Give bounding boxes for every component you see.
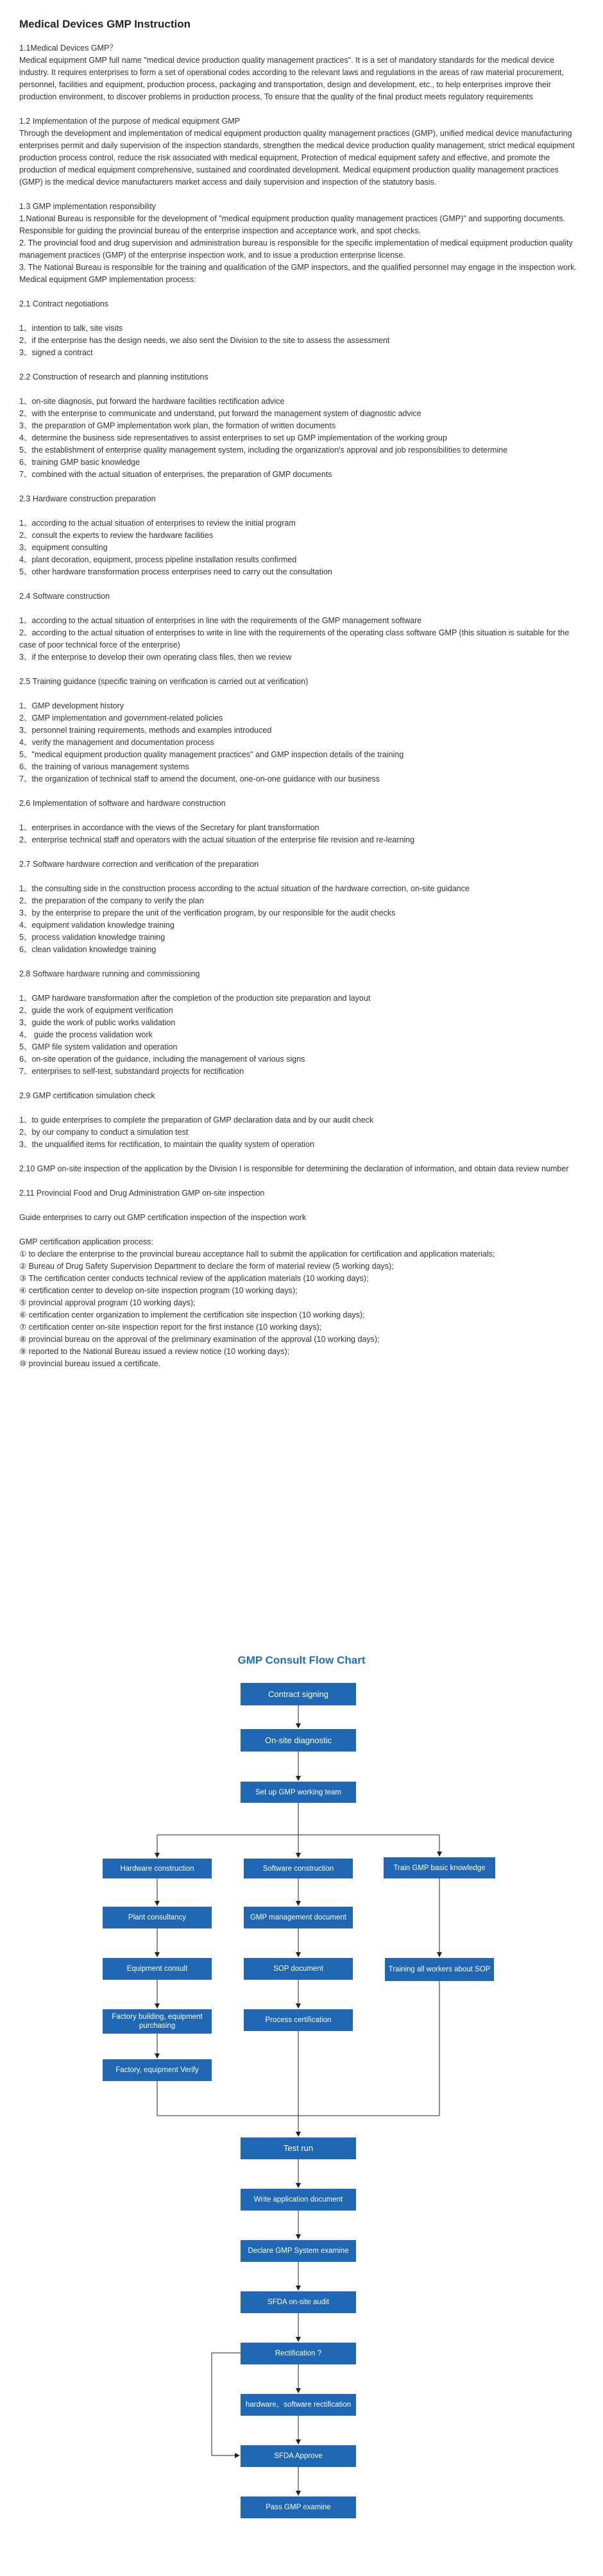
list-item: 4、 guide the process validation work [19, 1030, 153, 1039]
flow-test-run: Test run [241, 2137, 356, 2159]
list-item: 6、clean validation knowledge training [19, 945, 157, 954]
list-item: 5、"medical equipment production quality management practices" and GMP inspection details of the training [19, 750, 404, 759]
responsibility-line: Medical equipment GMP implementation process: [19, 275, 196, 284]
purpose-text: Through the development and implementation of medical equipment production quality management practices (GMP), unified medical device manufacturing enterprises permit and daily supervision of the inspection standards, strengthen the medical device production quality management, strict medical equipment production process control, reduce the risk associated with medical equipment, Protection of medical equipment safety and effective, and promote the production of medical equipment comprehensive, sustained and coordinated development. Medical equipment production quality management practices (GMP) is the medical device manufacturers market access and daily supervision and inspection of the statutory basis. [19, 129, 575, 187]
flow-chart-title: GMP Consult Flow Chart [237, 1654, 366, 1666]
process-heading: GMP certification application process: [19, 1237, 153, 1246]
list-item: 2、guide the work of equipment verification [19, 1006, 173, 1015]
section-2-11-text: Guide enterprises to carry out GMP certification inspection of the inspection work [19, 1213, 307, 1222]
process-step: ④ certification center to develop on-site inspection program (10 working days); [19, 1286, 298, 1295]
responsibility-line: 2. The provincial food and drug supervision and administration bureau is responsible for the specific implementation of medical equipment production quality management practices (GMP) of the enterprise inspection work, and to issue a production enterprise license. [19, 238, 573, 260]
flow-factory-building: Factory building, equipment purchasing [103, 2009, 212, 2034]
process-step: ⑤ provincial approval program (10 working days); [19, 1298, 196, 1307]
list-item: 6、the training of various management systems [19, 762, 189, 771]
list-item: 3、if the enterprise to develop their own operating class files, then we review [19, 653, 292, 662]
process-step: ⑥ certification center organization to implement the certification site inspection (10 working days); [19, 1310, 365, 1319]
flow-declare-examine: Declare GMP System examine [241, 2240, 356, 2262]
responsibility-line: 1.National Bureau is responsible for the development of "medical equipment production quality management practices (GMP)" and supporting documents. Responsible for guiding the provincial bureau of the enterprise inspection and acceptance work, and spot checks. [19, 214, 566, 235]
list-item: 3、by the enterprise to prepare the unit of the verification program, by our responsible for the audit checks [19, 908, 396, 917]
list-item: 2、according to the actual situation of enterprises to write in line with the requirements of the operating class software GMP (this situation is suitable for the case of poor technical force of the enterprise) [19, 628, 570, 649]
list-item: 2、with the enterprise to communicate and understand, put forward the management system of diagnostic advice [19, 409, 421, 418]
section-heading: 2.2 Construction of research and planning institutions [19, 372, 208, 381]
flow-sfda-audit: SFDA on-site audit [241, 2291, 356, 2313]
flow-equipment-consult: Equipment consult [103, 1958, 212, 1980]
list-item: 1、according to the actual situation of enterprises to review the initial program [19, 519, 296, 528]
process-step: ③ The certification center conducts technical review of the application materials (10 working days); [19, 1274, 369, 1283]
flow-contract-signing: Contract signing [241, 1683, 356, 1705]
flow-rectification: Rectification ? [241, 2343, 356, 2364]
flow-hardware-construction: Hardware construction [103, 1859, 212, 1878]
responsibility-line: 3. The National Bureau is responsible for the training and qualification of the GMP inspectors, and the qualified personnel may engage in the inspection work. [19, 263, 577, 272]
flow-training-workers: Training all workers about SOP [385, 1958, 494, 1981]
list-item: 4、verify the management and documentation process [19, 738, 214, 747]
flow-pass-gmp: Pass GMP examine [241, 2497, 356, 2518]
process-step: ⑩ provincial bureau issued a certificate. [19, 1359, 161, 1368]
list-item: 3、personnel training requirements, methods and examples introduced [19, 726, 272, 735]
list-item: 2、the preparation of the company to verify the plan [19, 896, 204, 905]
flow-working-team: Set up GMP working team [241, 1782, 356, 1803]
flow-sop-document: SOP document [244, 1958, 353, 1980]
flow-process-certification: Process certification [244, 2009, 353, 2031]
list-item: 7、combined with the actual situation of enterprises, the preparation of GMP documents [19, 470, 332, 479]
flow-write-application: Write application document [241, 2189, 356, 2211]
process-step: ⑦ certification center on-site inspection report for the first instance (10 working days); [19, 1323, 322, 1332]
list-item: 2、enterprise technical staff and operators with the actual situation of the enterprise file revision and re-learning [19, 835, 415, 844]
flow-software-construction: Software construction [244, 1859, 353, 1878]
list-item: 1、GMP development history [19, 701, 124, 710]
list-item: 6、on-site operation of the guidance, including the management of various signs [19, 1055, 305, 1064]
list-item: 1、on-site diagnosis, put forward the hardware facilities rectification advice [19, 397, 285, 406]
list-item: 4、determine the business side representatives to assist enterprises to set up GMP implementation of the working group [19, 433, 447, 442]
connector [212, 2353, 241, 2455]
list-item: 4、plant decoration, equipment, process pipeline installation results confirmed [19, 555, 297, 564]
intro-text: Medical equipment GMP full name "medical device production quality management practices". It is a set of mandatory standards for the medical device industry. It requires enterprises to form a set of operational codes according to the relevant laws and regulations in the areas of raw material procurement, personnel, facilities and equipment, production process, packaging and transportation, design and development, etc., to help enterprises improve their production environment, to discover problems in production process, To ensure that the quality of the final product meets regulatory requirements [19, 56, 564, 101]
list-item: 1、GMP hardware transformation after the completion of the production site preparation and layout [19, 994, 371, 1003]
flow-factory-equipment-verify: Factory, equipment Verify [103, 2059, 212, 2081]
intro-heading: 1.1Medical Devices GMP？ [19, 44, 117, 53]
list-item: 3、the unqualified items for rectification, to maintain the quality system of operation [19, 1140, 314, 1149]
list-item: 7、the organization of technical staff to amend the document, one-on-one guidance with our business [19, 774, 380, 783]
purpose-heading: 1.2 Implementation of the purpose of medical equipment GMP [19, 117, 240, 126]
page-title: Medical Devices GMP Instruction [19, 18, 191, 30]
list-item: 2、by our company to conduct a simulation test [19, 1128, 189, 1137]
list-item: 1、to guide enterprises to complete the preparation of GMP declaration data and by our audit check [19, 1116, 374, 1125]
list-item: 5、GMP file system validation and operation [19, 1042, 178, 1051]
list-item: 1、according to the actual situation of enterprises in line with the requirements of the GMP management software [19, 616, 422, 625]
flow-gmp-management-document: GMP management document [244, 1907, 353, 1928]
responsibility-heading: 1.3 GMP implementation responsibility [19, 202, 157, 211]
section-heading: 2.6 Implementation of software and hardware construction [19, 799, 226, 808]
section-heading: 2.8 Software hardware running and commissioning [19, 969, 200, 978]
flow-hw-sw-rectification: hardware、software rectification [241, 2394, 356, 2416]
process-step: ① to declare the enterprise to the provincial bureau acceptance hall to submit the application for certification and application materials; [19, 1250, 495, 1259]
list-item: 3、the preparation of GMP implementation work plan, the formation of written documents [19, 421, 336, 430]
list-item: 2、if the enterprise has the design needs, we also sent the Division to the site to assess the assessment [19, 336, 390, 345]
section-2-10: 2.10 GMP on-site inspection of the application by the Division I is responsible for determining the declaration of information, and obtain data review number [19, 1164, 569, 1173]
flow-plant-consultancy: Plant consultancy [103, 1907, 212, 1928]
list-item: 7、enterprises to self-test, substandard projects for rectification [19, 1067, 244, 1076]
flow-sfda-approve: SFDA Approve [241, 2445, 356, 2467]
flow-onsite-diagnostic: On-site diagnostic [241, 1729, 356, 1752]
list-item: 5、the establishment of enterprise quality management system, including the organization's approval and job responsibilities to determine [19, 446, 508, 455]
section-heading: 2.5 Training guidance (specific training on verification is carried out at verification) [19, 677, 309, 686]
list-item: 5、process validation knowledge training [19, 933, 166, 942]
flow-train-gmp: Train GMP basic knowledge [384, 1857, 495, 1878]
section-heading: 2.7 Software hardware correction and verification of the preparation [19, 860, 259, 869]
section-2-11-heading: 2.11 Provincial Food and Drug Administration GMP on-site inspection [19, 1189, 265, 1198]
section-heading: 2.9 GMP certification simulation check [19, 1091, 155, 1100]
list-item: 3、equipment consulting [19, 543, 108, 552]
list-item: 3、guide the work of public works validation [19, 1018, 176, 1027]
section-heading: 2.3 Hardware construction preparation [19, 494, 156, 503]
list-item: 1、intention to talk, site visits [19, 324, 123, 333]
list-item: 6、training GMP basic knowledge [19, 458, 140, 467]
list-item: 1、the consulting side in the construction process according to the actual situation of the hardware correction, on-site guidance [19, 884, 470, 893]
list-item: 5、other hardware transformation process enterprises need to carry out the consultation [19, 567, 332, 576]
section-heading: 2.4 Software construction [19, 592, 110, 601]
list-item: 3、signed a contract [19, 348, 93, 357]
process-step: ⑨ reported to the National Bureau issued a review notice (10 working days); [19, 1347, 290, 1356]
list-item: 2、GMP implementation and government-related policies [19, 714, 223, 723]
list-item: 1、enterprises in accordance with the views of the Secretary for plant transformation [19, 823, 319, 832]
list-item: 4、equipment validation knowledge training [19, 921, 174, 930]
process-step: ⑧ provincial bureau on the approval of the preliminary examination of the approval (10 working days); [19, 1335, 380, 1344]
list-item: 2、consult the experts to review the hardware facilities [19, 531, 214, 540]
process-step: ② Bureau of Drug Safety Supervision Department to declare the form of material review (5 working days); [19, 1262, 394, 1271]
section-heading: 2.1 Contract negotiations [19, 299, 108, 308]
